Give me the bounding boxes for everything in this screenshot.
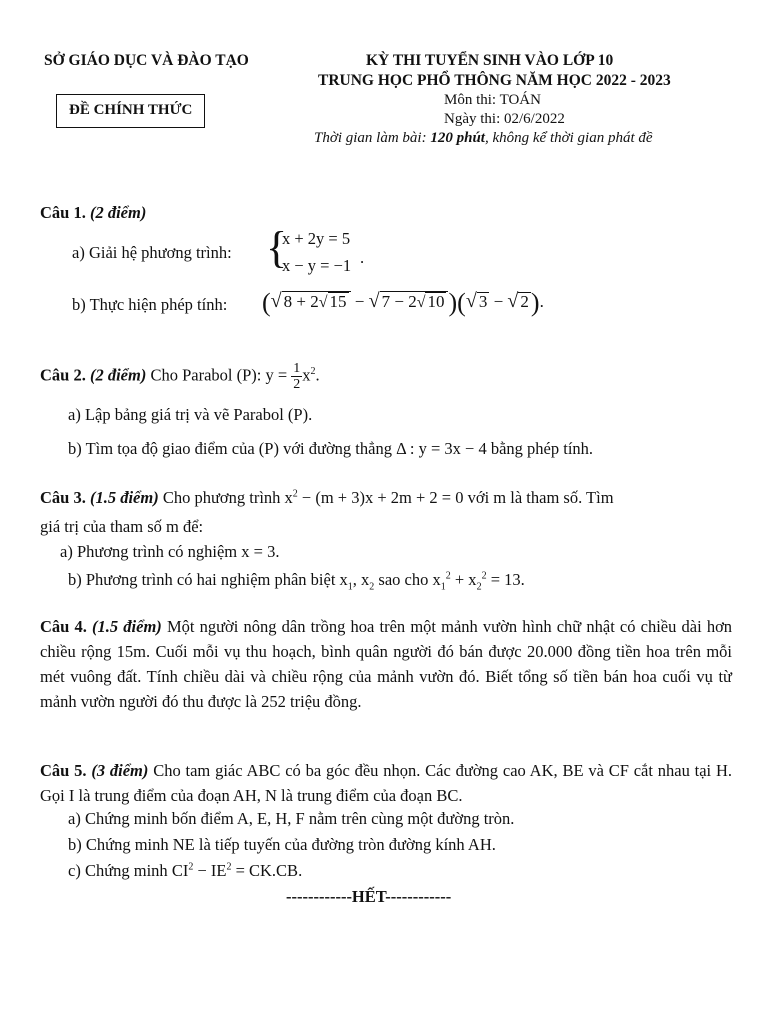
question-4: Câu 4. (1.5 điểm) Một người nông dân trồng hoa trên một mảnh vườn hình chữ nhật có chiều dài hơn chiều rộng 15m. Cuối mỗi vụ thu hoạch, bình quân người đó bán được 20.000 đồng tiền hoa trên mỗi mét vuông đất. Tính chiều dài và chiều rộng của mảnh vườn đó. Biết tổng số tiền bán hoa cuối vụ từ mảnh vườn người đó thu được là 252 triệu đồng.	[40, 617, 733, 711]
question-5b: b) Chứng minh NE là tiếp tuyến của đường tròn đường kính AH.	[68, 835, 496, 854]
question-1b-expression: (√ 8 + 2√ 15 − √ 7 − 2√ 10 )(√ 3 − √ 2).	[262, 288, 544, 317]
question-3a: a) Phương trình có nghiệm x = 3.	[60, 542, 280, 561]
exam-school-year: TRUNG HỌC PHỔ THÔNG NĂM HỌC 2022 - 2023	[318, 72, 671, 89]
question-5c: c) Chứng minh $CI^2 - IE^2 = CK.CB$.	[68, 861, 303, 880]
question-3-heading: Câu 3. (1.5 điểm) Cho phương trình $x^2 - (m + 3)x + 2m + 2 = 0$ với m là tham số. Tìm	[40, 488, 614, 507]
question-3b: b) Phương trình có hai nghiệm phân biệt $x_1$, $x_2$ sao cho $x_1^2 + x_2^2 = 13$.	[68, 570, 525, 593]
question-2a: a) Lập bảng giá trị và vẽ Parabol (P).	[68, 405, 313, 424]
question-1-heading: Câu 1. (2 điểm)	[40, 203, 147, 222]
question-1b: b) Thực hiện phép tính:	[72, 295, 228, 314]
exam-date: Ngày thi: 02/6/2022	[444, 111, 565, 127]
question-5: Câu 5. (3 điểm) Cho tam giác ABC có ba góc đều nhọn. Các đường cao AK, BE và CF cắt nhau tại H. Gọi I là trung điểm của đoạn AH, N là trung điểm của đoạn BC.	[40, 761, 732, 805]
question-5a: a) Chứng minh bốn điểm A, E, H, F nằm trên cùng một đường tròn.	[68, 809, 515, 828]
question-1a: a) Giải hệ phương trình:	[72, 243, 232, 262]
exam-title: KỲ THI TUYỂN SINH VÀO LỚP 10	[366, 52, 614, 69]
question-2-heading: Câu 2. (2 điểm) Cho Parabol (P): y = $\frac{1}{2}$ $x^2$.	[40, 361, 320, 392]
system-dot: .	[360, 248, 365, 267]
exam-subject: Môn thi: TOÁN	[444, 92, 541, 108]
question-2b: b) Tìm tọa độ giao điểm của (P) với đường thẳng Δ : y = 3x − 4 bằng phép tính.	[68, 439, 594, 458]
official-label: ĐỀ CHÍNH THỨC	[56, 94, 205, 128]
system-brace: {	[266, 223, 288, 272]
system-eq-2: x − y = −1	[282, 256, 352, 275]
department-title: SỞ GIÁO DỤC VÀ ĐÀO TẠO	[44, 52, 249, 69]
system-eq-1: x + 2y = 5	[282, 229, 351, 248]
end-marker: ------------HẾT------------	[286, 887, 452, 906]
question-3-line2: giá trị của tham số m để:	[40, 517, 204, 536]
exam-duration: Thời gian làm bài: 120 phút, không kể thời gian phát đề	[314, 130, 653, 146]
